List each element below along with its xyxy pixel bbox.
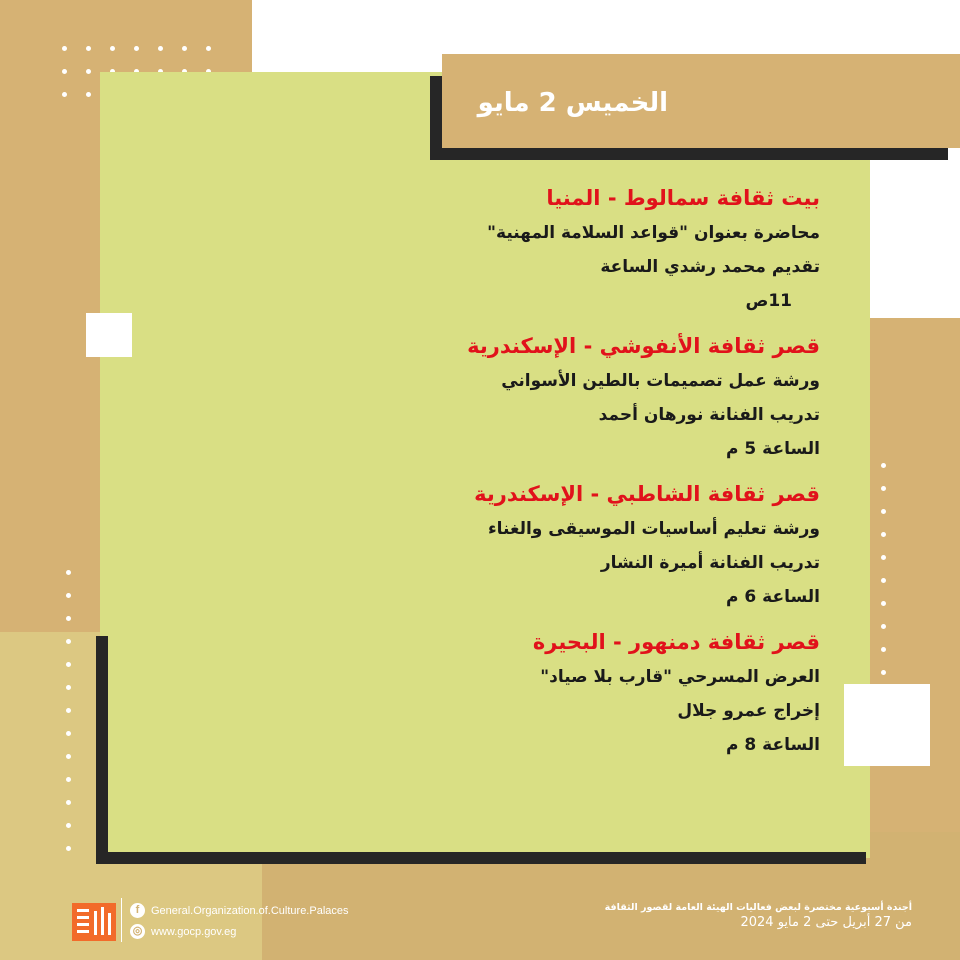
event-item <box>260 624 820 762</box>
event-venue: قصر ثقافة الشاطبي - الإسكندرية <box>474 482 820 506</box>
event-presenter: تقديم محمد رشدي الساعة <box>600 257 820 277</box>
event-item <box>260 180 820 318</box>
website-link[interactable] <box>130 924 236 939</box>
event-time: الساعة 6 م <box>726 587 820 607</box>
agenda-title: أجندة أسبوعية مختصرة لبعض فعاليات الهيئة العامة لقصور الثقافة <box>604 902 912 913</box>
event-description: ورشة تعليم أساسيات الموسيقى والغناء <box>487 519 820 539</box>
facebook-handle: General.Organization.of.Culture.Palaces <box>151 904 349 917</box>
footer-divider <box>121 898 122 942</box>
event-description: العرض المسرحي "قارب بلا صياد" <box>540 667 820 687</box>
event-venue: قصر ثقافة دمنهور - البحيرة <box>532 630 820 654</box>
event-time: 11ص <box>745 291 792 311</box>
event-item <box>260 476 820 614</box>
event-list <box>260 180 820 772</box>
event-item <box>260 328 820 466</box>
organization-logo <box>72 903 116 941</box>
decorative-dot-column <box>881 463 886 675</box>
agenda-caption <box>605 902 912 930</box>
decorative-dot-column <box>66 570 71 851</box>
event-venue: قصر ثقافة الأنفوشي - الإسكندرية <box>467 334 820 358</box>
event-description: ورشة عمل تصميمات بالطين الأسواني <box>501 371 820 391</box>
facebook-icon: f <box>130 903 145 918</box>
event-venue: بيت ثقافة سمالوط - المنيا <box>546 186 820 210</box>
decorative-square <box>86 313 132 357</box>
decorative-square <box>844 684 930 766</box>
page-title: الخميس 2 مايو <box>477 88 668 118</box>
event-time: الساعة 8 م <box>726 735 820 755</box>
event-time: الساعة 5 م <box>726 439 820 459</box>
event-presenter: إخراج عمرو جلال <box>677 701 820 721</box>
event-presenter: تدريب الفنانة نورهان أحمد <box>598 405 820 425</box>
event-presenter: تدريب الفنانة أميرة النشار <box>600 553 820 573</box>
facebook-link[interactable] <box>130 903 349 918</box>
agenda-dates: من 27 أبريل حتى 2 مايو 2024 <box>740 915 912 930</box>
event-description: محاضرة بعنوان "قواعد السلامة المهنية" <box>487 223 820 243</box>
globe-icon: ◎ <box>130 924 145 939</box>
website-url: www.gocp.gov.eg <box>151 925 237 938</box>
